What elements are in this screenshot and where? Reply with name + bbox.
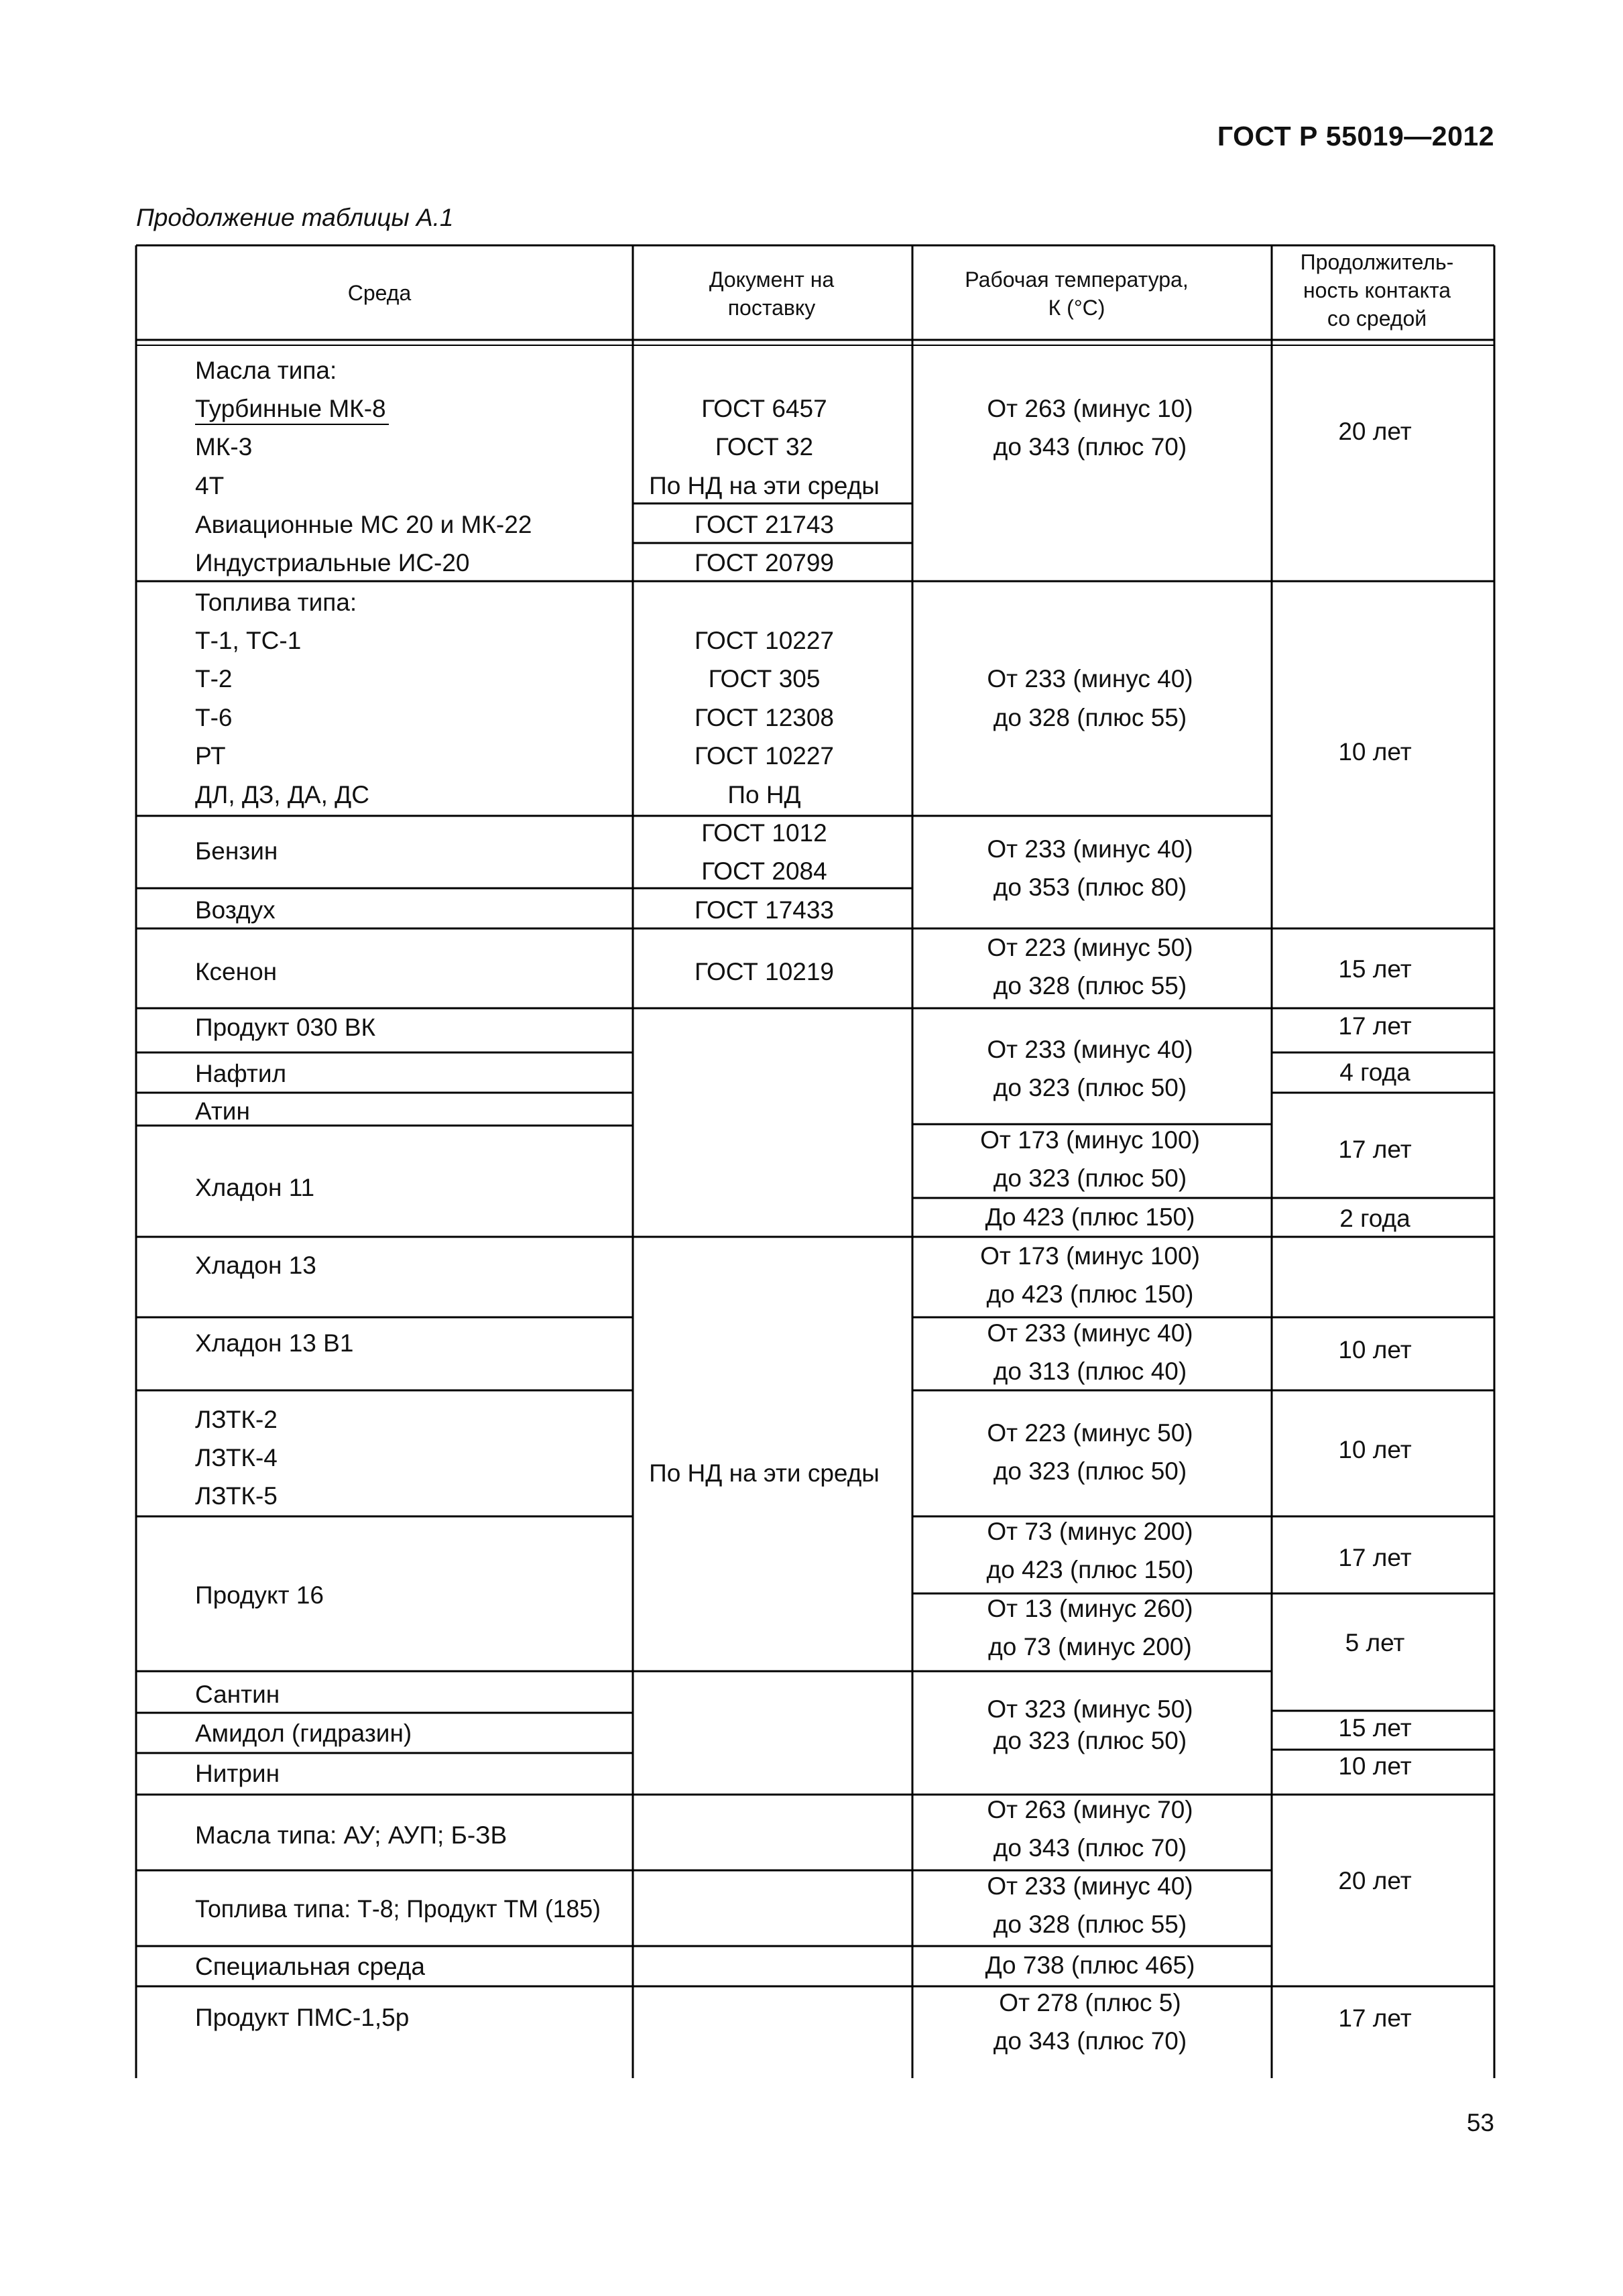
- document-cell: ГОСТ 10227: [695, 627, 834, 654]
- medium-cell: Индустриальные ИС-20: [195, 549, 470, 577]
- medium-cell: Масла типа: АУ; АУП; Б-ЗВ: [195, 1821, 507, 1849]
- header-medium: Среда: [347, 281, 412, 305]
- temperature-cell: От 233 (минус 40): [987, 1036, 1193, 1063]
- document-cell: ГОСТ 20799: [695, 549, 834, 577]
- temperature-cell: От 13 (минус 260): [987, 1595, 1193, 1622]
- document-cell: ГОСТ 32: [715, 433, 814, 461]
- medium-cell: Турбинные МК-8: [195, 395, 386, 422]
- temperature-cell: От 223 (минус 50): [987, 934, 1193, 961]
- temperature-cell: до 323 (плюс 50): [993, 1074, 1187, 1101]
- temperature-cell: От 233 (минус 40): [987, 665, 1193, 692]
- duration-cell: 5 лет: [1345, 1629, 1405, 1656]
- temperature-cell: От 233 (минус 40): [987, 1872, 1193, 1900]
- document-cell: ГОСТ 1012: [701, 819, 827, 847]
- temperature-cell: до 323 (плюс 50): [993, 1164, 1187, 1192]
- document-cell: ГОСТ 17433: [695, 896, 834, 924]
- temperature-cell: От 73 (минус 200): [987, 1518, 1193, 1545]
- medium-cell: Хладон 11: [195, 1174, 315, 1201]
- temperature-cell: От 323 (минус 50): [987, 1695, 1193, 1723]
- header-document-line: Документ на: [709, 267, 835, 292]
- medium-cell: Ксенон: [195, 958, 278, 985]
- medium-cell: Т-1, ТС-1: [195, 627, 302, 654]
- medium-cell: Топлива типа: Т-8; Продукт ТМ (185): [195, 1895, 601, 1923]
- document-cell: ГОСТ 10227: [695, 742, 834, 770]
- medium-cell: РТ: [195, 742, 226, 770]
- duration-cell: 17 лет: [1338, 2004, 1412, 2032]
- temperature-cell: до 343 (плюс 70): [993, 433, 1187, 461]
- temperature-cell: До 738 (плюс 465): [985, 1951, 1195, 1979]
- document-cell: По НД на эти среды: [649, 472, 880, 499]
- header-document-line: поставку: [727, 296, 816, 320]
- duration-cell: 4 года: [1339, 1059, 1410, 1086]
- temperature-cell: От 233 (минус 40): [987, 835, 1193, 863]
- duration-cell: 15 лет: [1338, 1714, 1412, 1742]
- temperature-cell: До 423 (плюс 150): [985, 1203, 1195, 1231]
- medium-cell: ЛЗТК-4: [195, 1444, 278, 1471]
- document-cell: ГОСТ 21743: [695, 511, 834, 538]
- duration-cell: 2 года: [1339, 1205, 1410, 1232]
- duration-cell: 10 лет: [1338, 738, 1412, 766]
- temperature-cell: до 343 (плюс 70): [993, 2027, 1187, 2055]
- header-temperature-line: Рабочая температура,: [965, 267, 1189, 292]
- temperature-cell: до 353 (плюс 80): [993, 873, 1187, 901]
- duration-cell: 10 лет: [1338, 1436, 1412, 1463]
- header-duration-line: со средой: [1327, 306, 1427, 330]
- document-cell: По НД: [727, 781, 801, 808]
- page-number: 53: [1466, 2109, 1494, 2136]
- duration-cell: 20 лет: [1338, 418, 1412, 445]
- document-cell: ГОСТ 2084: [701, 857, 827, 885]
- temperature-cell: От 263 (минус 70): [987, 1796, 1193, 1823]
- document-cell: ГОСТ 6457: [701, 395, 827, 422]
- medium-cell: Масла типа:: [195, 357, 337, 384]
- medium-cell: Хладон 13 В1: [195, 1329, 354, 1357]
- temperature-cell: до 313 (плюс 40): [993, 1357, 1187, 1385]
- duration-cell: 20 лет: [1338, 1867, 1412, 1894]
- temperature-cell: От 223 (минус 50): [987, 1419, 1193, 1447]
- temperature-cell: От 233 (минус 40): [987, 1319, 1193, 1347]
- duration-cell: 10 лет: [1338, 1752, 1412, 1780]
- temperature-cell: От 263 (минус 10): [987, 395, 1193, 422]
- document-cell: ГОСТ 10219: [695, 958, 834, 985]
- temperature-cell: до 328 (плюс 55): [993, 1911, 1187, 1938]
- temperature-cell: до 73 (минус 200): [988, 1633, 1192, 1660]
- medium-cell: Продукт 16: [195, 1581, 324, 1609]
- temperature-cell: От 173 (минус 100): [980, 1126, 1200, 1154]
- temperature-cell: до 328 (плюс 55): [993, 972, 1187, 1000]
- duration-cell: 17 лет: [1338, 1012, 1412, 1040]
- medium-cell: Нафтил: [195, 1060, 287, 1087]
- duration-cell: 17 лет: [1338, 1136, 1412, 1163]
- document-cell: ГОСТ 305: [708, 665, 821, 692]
- temperature-cell: до 343 (плюс 70): [993, 1834, 1187, 1862]
- medium-cell: ДЛ, ДЗ, ДА, ДС: [195, 781, 369, 808]
- medium-cell: Бензин: [195, 837, 278, 865]
- standard-code: ГОСТ Р 55019—2012: [1217, 121, 1494, 152]
- medium-cell: Продукт 030 ВК: [195, 1014, 376, 1041]
- temperature-cell: до 423 (плюс 150): [986, 1556, 1194, 1583]
- medium-cell: Топлива типа:: [195, 589, 357, 616]
- temperature-cell: до 328 (плюс 55): [993, 704, 1187, 731]
- medium-cell: 4Т: [195, 472, 225, 499]
- header-temperature-line: К (°С): [1048, 296, 1105, 320]
- document-cell: По НД на эти среды: [649, 1459, 880, 1487]
- table-caption: Продолжение таблицы А.1: [136, 204, 454, 231]
- medium-cell: Сантин: [195, 1681, 280, 1708]
- duration-cell: 15 лет: [1338, 955, 1412, 983]
- medium-cell: Хладон 13: [195, 1252, 316, 1279]
- document-cell: ГОСТ 12308: [695, 704, 834, 731]
- medium-cell: МК-3: [195, 433, 253, 461]
- medium-cell: Т-2: [195, 665, 233, 692]
- medium-cell: Т-6: [195, 704, 233, 731]
- medium-cell: Продукт ПМС-1,5р: [195, 2004, 410, 2031]
- medium-cell: ЛЗТК-5: [195, 1482, 278, 1510]
- header-duration-line: ность контакта: [1303, 278, 1451, 302]
- medium-cell: Специальная среда: [195, 1953, 425, 1980]
- medium-cell: Атин: [195, 1097, 250, 1125]
- temperature-cell: От 278 (плюс 5): [999, 1989, 1181, 2016]
- medium-cell: Воздух: [195, 896, 276, 924]
- medium-cell: Амидол (гидразин): [195, 1719, 412, 1747]
- temperature-cell: От 173 (минус 100): [980, 1242, 1200, 1270]
- medium-cell: ЛЗТК-2: [195, 1406, 278, 1433]
- temperature-cell: до 323 (плюс 50): [993, 1727, 1187, 1754]
- header-duration-line: Продолжитель-: [1300, 250, 1454, 274]
- temperature-cell: до 323 (плюс 50): [993, 1457, 1187, 1485]
- temperature-cell: до 423 (плюс 150): [986, 1280, 1194, 1308]
- duration-cell: 17 лет: [1338, 1544, 1412, 1571]
- medium-cell: Нитрин: [195, 1760, 280, 1787]
- duration-cell: 10 лет: [1338, 1336, 1412, 1364]
- medium-cell: Авиационные МС 20 и МК-22: [195, 511, 532, 538]
